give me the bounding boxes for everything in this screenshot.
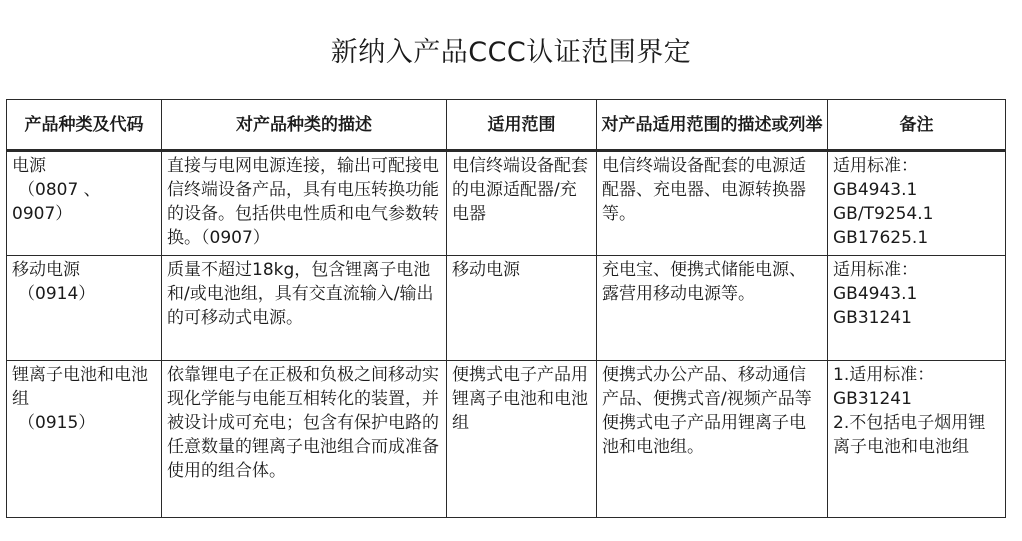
notes-cell <box>828 256 1006 361</box>
table-row <box>7 151 1006 256</box>
product-code-continued: 0907） <box>12 204 73 224</box>
note-line: GB31241 <box>833 389 912 409</box>
scope-description-cell: 电信终端设备配套的电源适配器、充电器、电源转换器等。 <box>597 151 828 256</box>
product-name: 电源 <box>12 156 46 176</box>
note-line: 2.不包括电子烟用锂离子电池和电池组 <box>833 413 986 457</box>
note-line: GB31241 <box>833 308 912 328</box>
page-title: 新纳入产品CCC认证范围界定 <box>330 37 692 68</box>
notes-cell <box>828 361 1006 518</box>
scope-cell: 便携式电子产品用锂离子电池和电池组 <box>447 361 597 518</box>
header-scope-description: 对产品适用范围的描述或列举 <box>597 100 828 151</box>
product-code: （0807 、 <box>18 180 101 200</box>
table-header-row <box>7 100 1006 151</box>
product-category-cell <box>7 361 162 518</box>
header-category-description: 对产品种类的描述 <box>162 100 447 151</box>
product-code: （0915） <box>18 413 96 433</box>
product-code: （0914） <box>18 284 96 304</box>
table-row <box>7 256 1006 361</box>
scope-cell: 移动电源 <box>447 256 597 361</box>
table-row <box>7 361 1006 518</box>
header-notes: 备注 <box>828 100 1006 151</box>
product-name: 移动电源 <box>12 260 80 280</box>
ccc-scope-table <box>6 99 1006 518</box>
product-category-cell <box>7 256 162 361</box>
category-description-cell: 直接与电网电源连接，输出可配接电信终端设备产品，具有电压转换功能的设备。包括供电性质和电气参数转换。（0907） <box>162 151 447 256</box>
note-line: 适用标准： <box>833 156 918 176</box>
scope-description-cell: 便携式办公产品、移动通信产品、便携式音/视频产品等便携式电子产品用锂离子电池和电池组。 <box>597 361 828 518</box>
product-name: 锂离子电池和电池组 <box>12 365 148 409</box>
category-description-cell: 依靠锂电子在正极和负极之间移动实现化学能与电能互相转化的装置，并被设计成可充电；包含有保护电路的任意数量的锂离子电池组合而成准备使用的组合体。 <box>162 361 447 518</box>
note-line: GB4943.1 <box>833 284 918 304</box>
header-scope: 适用范围 <box>447 100 597 151</box>
notes-cell <box>828 151 1006 256</box>
product-category-cell <box>7 151 162 256</box>
note-line: GB17625.1 <box>833 228 929 248</box>
note-line: 适用标准： <box>833 260 918 280</box>
note-line: GB/T9254.1 <box>833 204 934 224</box>
category-description-cell: 质量不超过18kg，包含锂离子电池和/或电池组，具有交直流输入/输出的可移动式电源。 <box>162 256 447 361</box>
header-product-category: 产品种类及代码 <box>7 100 162 151</box>
scope-description-cell: 充电宝、便携式储能电源、露营用移动电源等。 <box>597 256 828 361</box>
note-line: GB4943.1 <box>833 180 918 200</box>
note-line: 1.适用标准： <box>833 365 935 385</box>
scope-cell: 电信终端设备配套的电源适配器/充电器 <box>447 151 597 256</box>
